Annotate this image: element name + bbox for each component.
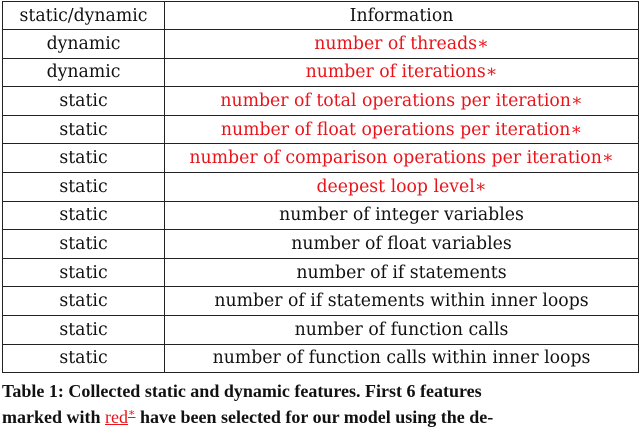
feature-information-cell: number of iterations∗ bbox=[165, 58, 639, 87]
feature-information-cell: number of comparison operations per iteration∗ bbox=[165, 144, 639, 173]
table-row bbox=[3, 144, 639, 173]
caption-line-2 bbox=[2, 404, 638, 430]
feature-information-cell: number of if statements within inner loops bbox=[165, 287, 639, 316]
feature-information-cell: number of function calls bbox=[165, 315, 639, 344]
table-row bbox=[3, 87, 639, 116]
feature-type-cell: static bbox=[3, 315, 165, 344]
caption-line-1: Table 1: Collected static and dynamic features. First 6 features bbox=[2, 381, 482, 401]
feature-information-cell: number of function calls within inner loops bbox=[165, 344, 639, 373]
feature-type-cell: static bbox=[3, 172, 165, 201]
header-information: Information bbox=[165, 2, 639, 30]
caption-line-2-prefix: marked with bbox=[2, 407, 105, 427]
feature-type-cell: static bbox=[3, 144, 165, 173]
caption-line-2-suffix: have been selected for our model using the de- bbox=[135, 407, 494, 427]
header-static-dynamic: static/dynamic bbox=[3, 2, 165, 30]
feature-information-cell: number of threads∗ bbox=[165, 30, 639, 59]
table-row bbox=[3, 258, 639, 287]
feature-type-cell: dynamic bbox=[3, 58, 165, 87]
table-row bbox=[3, 315, 639, 344]
feature-type-cell: dynamic bbox=[3, 30, 165, 59]
table-caption bbox=[2, 378, 638, 430]
table-row bbox=[3, 230, 639, 259]
feature-type-cell: static bbox=[3, 344, 165, 373]
feature-type-cell: static bbox=[3, 230, 165, 259]
feature-type-cell: static bbox=[3, 201, 165, 230]
feature-type-cell: static bbox=[3, 87, 165, 116]
table-header bbox=[3, 2, 639, 30]
feature-type-cell: static bbox=[3, 287, 165, 316]
table-row bbox=[3, 58, 639, 87]
table-row bbox=[3, 30, 639, 59]
table-row bbox=[3, 201, 639, 230]
caption-red-word: red bbox=[105, 407, 128, 427]
table-row bbox=[3, 172, 639, 201]
features-table bbox=[2, 1, 639, 373]
header-row bbox=[3, 2, 639, 30]
caption-asterisk: ∗ bbox=[127, 407, 136, 419]
feature-information-cell: number of float variables bbox=[165, 230, 639, 259]
feature-information-cell: number of float operations per iteration∗ bbox=[165, 115, 639, 144]
feature-type-cell: static bbox=[3, 115, 165, 144]
table-row bbox=[3, 115, 639, 144]
table-row bbox=[3, 344, 639, 373]
feature-information-cell: number of total operations per iteration∗ bbox=[165, 87, 639, 116]
feature-information-cell: number of if statements bbox=[165, 258, 639, 287]
feature-information-cell: deepest loop level∗ bbox=[165, 172, 639, 201]
feature-type-cell: static bbox=[3, 258, 165, 287]
table-body bbox=[3, 30, 639, 373]
table-row bbox=[3, 287, 639, 316]
feature-information-cell: number of integer variables bbox=[165, 201, 639, 230]
